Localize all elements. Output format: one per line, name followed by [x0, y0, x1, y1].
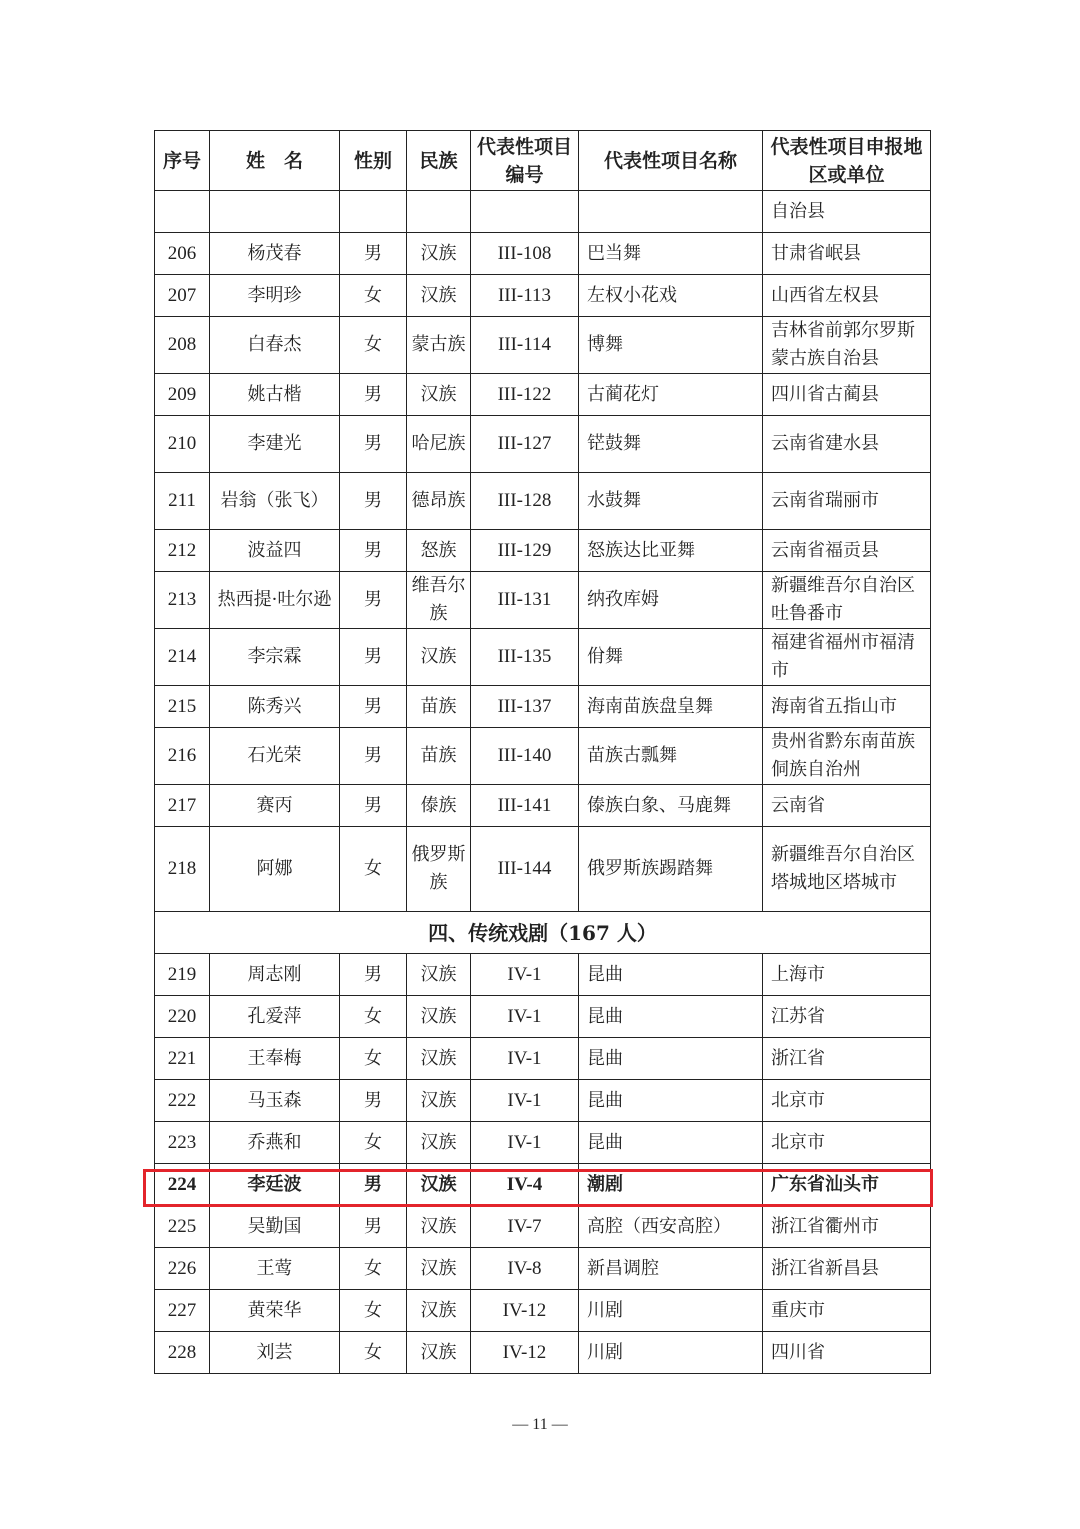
cell-code: IV-1 [471, 1038, 579, 1080]
cell-gender: 男 [340, 416, 407, 473]
cell-project: 古蔺花灯 [579, 374, 763, 416]
cell-seq: 228 [155, 1332, 210, 1374]
cell-name: 李建光 [210, 416, 340, 473]
cell-project: 昆曲 [579, 996, 763, 1038]
table-row [155, 275, 931, 317]
cell-code: III-140 [471, 728, 579, 785]
cell-seq [155, 191, 210, 233]
cell-project: 潮剧 [579, 1164, 763, 1206]
table-row [155, 317, 931, 374]
cell-code: IV-1 [471, 996, 579, 1038]
cell-code: III-122 [471, 374, 579, 416]
table-row [155, 1038, 931, 1080]
cell-seq: 218 [155, 827, 210, 912]
table-row [155, 1080, 931, 1122]
cell-gender: 男 [340, 686, 407, 728]
header-code: 代表性项目编号 [471, 131, 579, 191]
cell-gender: 男 [340, 473, 407, 530]
cell-region: 云南省建水县 [763, 416, 931, 473]
cell-ethnicity: 汉族 [407, 1038, 471, 1080]
cell-ethnicity: 哈尼族 [407, 416, 471, 473]
table-row [155, 1290, 931, 1332]
cell-project: 水鼓舞 [579, 473, 763, 530]
table-row [155, 1164, 931, 1206]
cell-seq: 225 [155, 1206, 210, 1248]
cell-project: 昆曲 [579, 1122, 763, 1164]
cell-gender: 男 [340, 1206, 407, 1248]
cell-seq: 206 [155, 233, 210, 275]
cell-project: 高腔（西安高腔） [579, 1206, 763, 1248]
cell-region: 四川省古蔺县 [763, 374, 931, 416]
cell-code: IV-1 [471, 954, 579, 996]
cell-gender: 女 [340, 1290, 407, 1332]
cell-name: 李宗霖 [210, 629, 340, 686]
cell-gender [340, 191, 407, 233]
cell-code: IV-12 [471, 1332, 579, 1374]
cell-ethnicity: 汉族 [407, 1164, 471, 1206]
cell-region: 甘肃省岷县 [763, 233, 931, 275]
cell-ethnicity: 汉族 [407, 1248, 471, 1290]
header-seq: 序号 [155, 131, 210, 191]
cell-ethnicity: 维吾尔族 [407, 572, 471, 629]
cell-ethnicity: 汉族 [407, 1122, 471, 1164]
cell-gender: 女 [340, 275, 407, 317]
table-row [155, 728, 931, 785]
cell-name: 阿娜 [210, 827, 340, 912]
cell-seq: 213 [155, 572, 210, 629]
cell-gender: 男 [340, 728, 407, 785]
cell-region: 浙江省 [763, 1038, 931, 1080]
cell-region: 新疆维吾尔自治区塔城地区塔城市 [763, 827, 931, 912]
cell-seq: 215 [155, 686, 210, 728]
cell-name: 姚古楷 [210, 374, 340, 416]
cell-project: 铓鼓舞 [579, 416, 763, 473]
cell-gender: 男 [340, 785, 407, 827]
cell-name: 岩翁（张飞） [210, 473, 340, 530]
cell-gender: 男 [340, 1080, 407, 1122]
cell-region: 福建省福州市福清市 [763, 629, 931, 686]
header-ethnicity: 民族 [407, 131, 471, 191]
cell-ethnicity: 汉族 [407, 374, 471, 416]
cell-gender: 女 [340, 1122, 407, 1164]
table-row [155, 629, 931, 686]
cell-project: 昆曲 [579, 954, 763, 996]
cell-code: IV-7 [471, 1206, 579, 1248]
cell-gender: 女 [340, 996, 407, 1038]
cell-ethnicity: 汉族 [407, 996, 471, 1038]
cell-seq: 224 [155, 1164, 210, 1206]
cell-name: 周志刚 [210, 954, 340, 996]
cell-code: IV-1 [471, 1080, 579, 1122]
cell-seq: 227 [155, 1290, 210, 1332]
cell-ethnicity: 汉族 [407, 1332, 471, 1374]
cell-seq: 217 [155, 785, 210, 827]
cell-gender: 女 [340, 827, 407, 912]
cell-project: 昆曲 [579, 1080, 763, 1122]
cell-ethnicity: 蒙古族 [407, 317, 471, 374]
cell-name: 吴勤国 [210, 1206, 340, 1248]
cell-ethnicity: 汉族 [407, 629, 471, 686]
cell-project: 纳孜库姆 [579, 572, 763, 629]
table-row [155, 1332, 931, 1374]
cell-seq: 219 [155, 954, 210, 996]
table-row [155, 954, 931, 996]
cell-ethnicity: 德昂族 [407, 473, 471, 530]
cell-name: 李廷波 [210, 1164, 340, 1206]
table-row [155, 374, 931, 416]
cell-name: 黄荣华 [210, 1290, 340, 1332]
cell-gender: 男 [340, 572, 407, 629]
cell-region: 北京市 [763, 1122, 931, 1164]
table-row [155, 1206, 931, 1248]
cell-name: 王奉梅 [210, 1038, 340, 1080]
cell-ethnicity: 汉族 [407, 1206, 471, 1248]
cell-code: III-113 [471, 275, 579, 317]
cell-name [210, 191, 340, 233]
cell-seq: 221 [155, 1038, 210, 1080]
cell-region: 云南省 [763, 785, 931, 827]
cell-gender: 男 [340, 629, 407, 686]
cell-gender: 男 [340, 374, 407, 416]
cell-ethnicity: 汉族 [407, 954, 471, 996]
cell-code: IV-1 [471, 1122, 579, 1164]
cell-region: 浙江省衢州市 [763, 1206, 931, 1248]
cell-project: 新昌调腔 [579, 1248, 763, 1290]
cell-ethnicity: 苗族 [407, 728, 471, 785]
cell-region: 浙江省新昌县 [763, 1248, 931, 1290]
cell-region: 吉林省前郭尔罗斯蒙古族自治县 [763, 317, 931, 374]
cell-code: III-135 [471, 629, 579, 686]
cell-region: 重庆市 [763, 1290, 931, 1332]
cell-region: 云南省瑞丽市 [763, 473, 931, 530]
cell-ethnicity: 傣族 [407, 785, 471, 827]
cell-name: 马玉森 [210, 1080, 340, 1122]
cell-project [579, 191, 763, 233]
cell-gender: 女 [340, 1332, 407, 1374]
table-row [155, 530, 931, 572]
cell-region: 贵州省黔东南苗族侗族自治州 [763, 728, 931, 785]
cell-name: 王莺 [210, 1248, 340, 1290]
cell-region: 上海市 [763, 954, 931, 996]
cell-code: III-137 [471, 686, 579, 728]
page-number: — 11 — [512, 1416, 568, 1433]
cell-ethnicity: 汉族 [407, 233, 471, 275]
cell-seq: 226 [155, 1248, 210, 1290]
header-project: 代表性项目名称 [579, 131, 763, 191]
cell-seq: 211 [155, 473, 210, 530]
cell-code [471, 191, 579, 233]
table-row [155, 233, 931, 275]
cell-seq: 223 [155, 1122, 210, 1164]
cell-region: 北京市 [763, 1080, 931, 1122]
cell-region: 新疆维吾尔自治区吐鲁番市 [763, 572, 931, 629]
cell-ethnicity: 俄罗斯族 [407, 827, 471, 912]
cell-gender: 男 [340, 954, 407, 996]
table-row [155, 1122, 931, 1164]
cell-ethnicity: 汉族 [407, 275, 471, 317]
cell-gender: 女 [340, 317, 407, 374]
cell-seq: 212 [155, 530, 210, 572]
table-row [155, 686, 931, 728]
cell-ethnicity [407, 191, 471, 233]
cell-name: 白春杰 [210, 317, 340, 374]
table-row [155, 416, 931, 473]
cell-name: 热西提·吐尔逊 [210, 572, 340, 629]
cell-project: 佾舞 [579, 629, 763, 686]
cell-seq: 207 [155, 275, 210, 317]
cell-region: 山西省左权县 [763, 275, 931, 317]
cell-region: 云南省福贡县 [763, 530, 931, 572]
cell-name: 石光荣 [210, 728, 340, 785]
cell-ethnicity: 怒族 [407, 530, 471, 572]
table-header-row [155, 131, 931, 191]
table-row [155, 191, 931, 233]
section-row [155, 912, 931, 954]
cell-gender: 女 [340, 1248, 407, 1290]
cell-seq: 214 [155, 629, 210, 686]
cell-name: 波益四 [210, 530, 340, 572]
header-name: 姓 名 [210, 131, 340, 191]
cell-region: 广东省汕头市 [763, 1164, 931, 1206]
cell-name: 陈秀兴 [210, 686, 340, 728]
table-row [155, 572, 931, 629]
cell-seq: 210 [155, 416, 210, 473]
cell-project: 昆曲 [579, 1038, 763, 1080]
cell-region: 四川省 [763, 1332, 931, 1374]
cell-code: III-144 [471, 827, 579, 912]
cell-code: IV-8 [471, 1248, 579, 1290]
cell-name: 赛丙 [210, 785, 340, 827]
cell-code: IV-4 [471, 1164, 579, 1206]
cell-project: 川剧 [579, 1332, 763, 1374]
cell-name: 李明珍 [210, 275, 340, 317]
cell-name: 杨茂春 [210, 233, 340, 275]
cell-name: 刘芸 [210, 1332, 340, 1374]
cell-code: III-108 [471, 233, 579, 275]
cell-project: 怒族达比亚舞 [579, 530, 763, 572]
cell-region: 江苏省 [763, 996, 931, 1038]
cell-project: 苗族古瓢舞 [579, 728, 763, 785]
cell-code: III-131 [471, 572, 579, 629]
cell-project: 海南苗族盘皇舞 [579, 686, 763, 728]
cell-code: IV-12 [471, 1290, 579, 1332]
cell-code: III-128 [471, 473, 579, 530]
cell-ethnicity: 汉族 [407, 1080, 471, 1122]
section-title: 四、传统戏剧（167 人） [155, 912, 931, 954]
table-row [155, 473, 931, 530]
cell-project: 川剧 [579, 1290, 763, 1332]
cell-gender: 女 [340, 1038, 407, 1080]
table-row [155, 1248, 931, 1290]
cell-code: III-141 [471, 785, 579, 827]
cell-gender: 男 [340, 1164, 407, 1206]
heritage-table [154, 130, 931, 1374]
table-row [155, 996, 931, 1038]
cell-code: III-127 [471, 416, 579, 473]
cell-seq: 216 [155, 728, 210, 785]
cell-code: III-129 [471, 530, 579, 572]
cell-project: 左权小花戏 [579, 275, 763, 317]
cell-project: 傣族白象、马鹿舞 [579, 785, 763, 827]
cell-name: 孔爱萍 [210, 996, 340, 1038]
cell-name: 乔燕和 [210, 1122, 340, 1164]
header-gender: 性别 [340, 131, 407, 191]
cell-project: 巴当舞 [579, 233, 763, 275]
cell-seq: 209 [155, 374, 210, 416]
cell-gender: 男 [340, 530, 407, 572]
cell-project: 博舞 [579, 317, 763, 374]
cell-region: 自治县 [763, 191, 931, 233]
cell-ethnicity: 汉族 [407, 1290, 471, 1332]
cell-ethnicity: 苗族 [407, 686, 471, 728]
cell-region: 海南省五指山市 [763, 686, 931, 728]
cell-project: 俄罗斯族踢踏舞 [579, 827, 763, 912]
header-region: 代表性项目申报地区或单位 [763, 131, 931, 191]
cell-seq: 222 [155, 1080, 210, 1122]
cell-gender: 男 [340, 233, 407, 275]
table-row [155, 827, 931, 912]
cell-seq: 208 [155, 317, 210, 374]
cell-code: III-114 [471, 317, 579, 374]
table-row [155, 785, 931, 827]
cell-seq: 220 [155, 996, 210, 1038]
